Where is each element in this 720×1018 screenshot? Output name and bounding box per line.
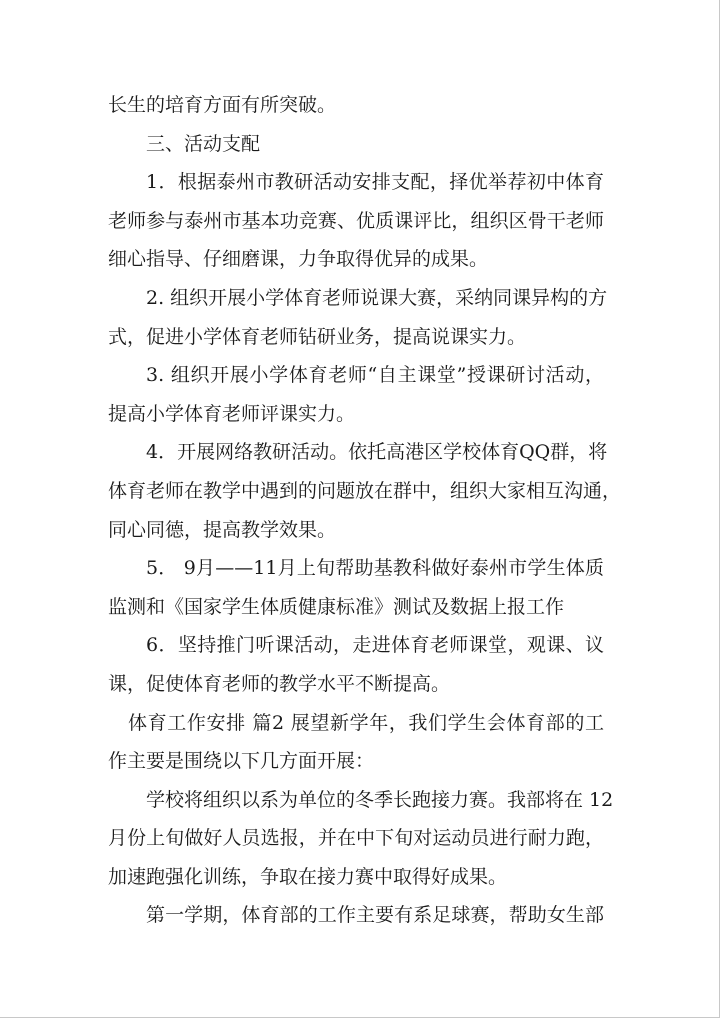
text-line: 长生的培育方面有所突破。: [108, 94, 337, 116]
text-line: 作主要是围绕以下几方面开展：: [108, 750, 375, 773]
text-line: 第一学期，体育部的工作主要有系足球赛，帮助女生部: [146, 904, 604, 927]
text-line: 1．根据泰州市教研活动安排支配，择优举荐初中体育: [146, 171, 604, 194]
text-line: 式，促进小学体育老师钻研业务，提高说课实力。: [108, 325, 527, 348]
text-line: 学校将组织以系为单位的冬季长跑接力赛。我部将在 12: [146, 788, 614, 811]
text-line: 细心指导、仔细磨课，力争取得优异的成果。: [108, 248, 489, 271]
text-line: 6．坚持推门听课活动，走进体育老师课堂，观课、议: [146, 634, 604, 657]
section-heading: 三、活动支配: [146, 132, 261, 155]
text-line: 课，促使体育老师的教学水平不断提高。: [108, 672, 451, 695]
text-line: 体育老师在教学中遇到的问题放在群中，组织大家相互沟通，: [108, 479, 622, 502]
text-line: 同心同德，提高教学效果。: [108, 518, 337, 541]
text-line: 加速跑强化训练，争取在接力赛中取得好成果。: [108, 865, 508, 888]
text-line: 月份上旬做好人员选报，并在中下旬对运动员进行耐力跑，: [108, 827, 604, 850]
text-line: 4．开展网络教研活动。依托高港区学校体育QQ群，将: [146, 441, 608, 464]
text-line: 5． 9月——11月上旬帮助基教科做好泰州市学生体质: [146, 557, 604, 580]
text-line: 2. 组织开展小学体育老师说课大赛，采纳同课异构的方: [146, 286, 608, 309]
text-line: 3. 组织开展小学体育老师“自主课堂”授课研讨活动，: [146, 364, 604, 387]
text-line: 监测和《国家学生体质健康标准》测试及数据上报工作: [108, 595, 565, 618]
section-title-line: 体育工作安排 篇2 展望新学年，我们学生会体育部的工: [128, 711, 604, 734]
text-line: 老师参与泰州市基本功竞赛、优质课评比，组织区骨干老师: [108, 209, 604, 232]
document-body: [108, 86, 622, 935]
text-line: 提高小学体育老师评课实力。: [108, 402, 356, 425]
